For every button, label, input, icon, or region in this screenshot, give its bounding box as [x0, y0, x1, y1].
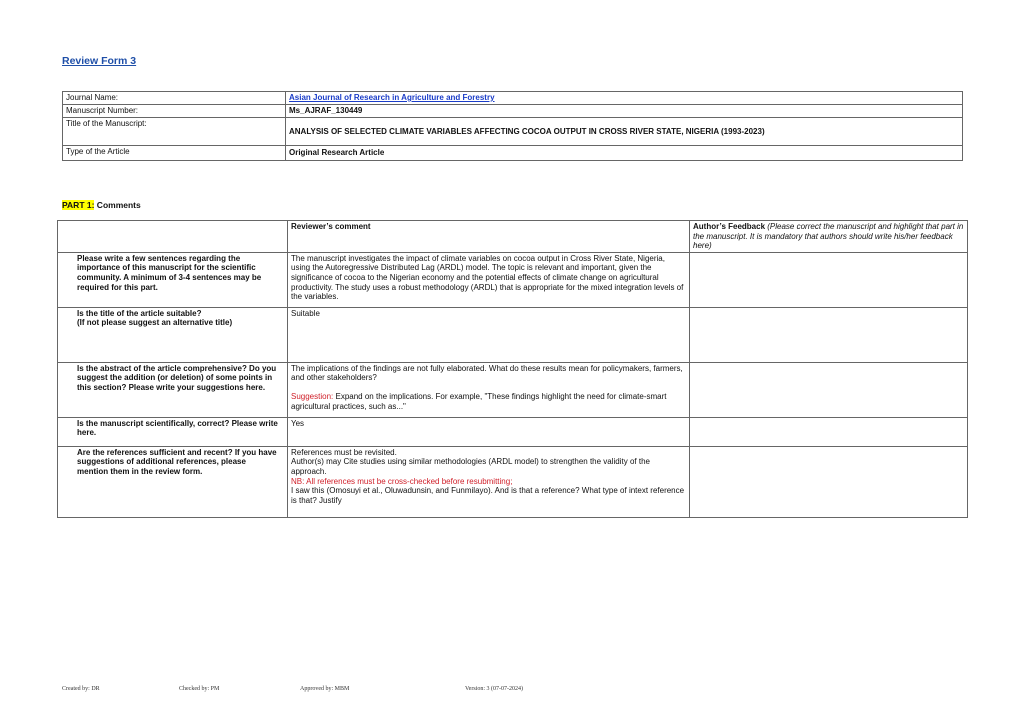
footer-created: Created by: DR	[62, 686, 100, 692]
part-label: PART 1:	[62, 200, 95, 210]
footer-checked: Checked by: PM	[179, 686, 220, 692]
question: Is the abstract of the article comprehensive? Do you suggest the addition (or deletion) of some points in this section? Please write your suggestions here.	[58, 362, 288, 417]
reviewer-comment: References must be revisited. Author(s) may Cite studies using similar methodologies (ARDL model) to strengthen the validity of the approach. NB: All references must be cross-checked before resubmitting; I saw this (Omosuyi et al., Oluwadunsin, and Funmilayo). And is that a reference? What type of intext reference is that? Justify	[288, 446, 690, 517]
question: Is the title of the article suitable? (If not please suggest an alternative title)	[58, 307, 288, 362]
manuscript-number: Ms_AJRAF_130449	[286, 105, 963, 118]
type-label: Type of the Article	[63, 146, 286, 161]
manuscript-title: ANALYSIS OF SELECTED CLIMATE VARIABLES AFFECTING COCOA OUTPUT IN CROSS RIVER STATE, NIGERIA (1993-2023)	[286, 118, 963, 146]
author-feedback-cell[interactable]	[690, 307, 968, 362]
footer-approved: Approved by: MBM	[300, 686, 350, 692]
author-feedback-cell[interactable]	[690, 446, 968, 517]
reviewer-comment-header: Reviewer’s comment	[288, 221, 690, 253]
author-feedback-header: Author’s Feedback (Please correct the manuscript and highlight that part in the manuscript. It is mandatory that authors should write his/her feedback here)	[690, 221, 968, 253]
article-type: Original Research Article	[286, 146, 963, 161]
question: Are the references sufficient and recent? If you have suggestions of additional references, please mention them in the review form.	[58, 446, 288, 517]
author-feedback-cell[interactable]	[690, 252, 968, 307]
form-title: Review Form 3	[62, 55, 137, 67]
part-heading	[62, 200, 141, 210]
footer-version: Version: 3 (07-07-2024)	[465, 686, 523, 692]
table-row	[58, 252, 968, 307]
reviewer-comment: Suitable	[288, 307, 690, 362]
comments-table	[57, 220, 968, 518]
question: Is the manuscript scientifically, correct? Please write here.	[58, 417, 288, 446]
table-row	[58, 307, 968, 362]
manuscript-info-table	[62, 91, 963, 161]
table-row	[58, 446, 968, 517]
reviewer-comment: Yes	[288, 417, 690, 446]
journal-label: Journal Name:	[63, 92, 286, 105]
author-feedback-cell[interactable]	[690, 362, 968, 417]
table-row	[58, 362, 968, 417]
title-label: Title of the Manuscript:	[63, 118, 286, 146]
reviewer-comment: The manuscript investigates the impact of climate variables on cocoa output in Cross River State, Nigeria, using the Autoregressive Distributed Lag (ARDL) model. The topic is relevant and important, given the significance of cocoa to the Nigerian economy and the potential effects of climate change on agricultural productivity. The study uses a robust methodology (ARDL) that is appropriate for the mixed integration levels of the variables.	[288, 252, 690, 307]
journal-link[interactable]: Asian Journal of Research in Agriculture and Forestry	[289, 93, 495, 102]
question: Please write a few sentences regarding the importance of this manuscript for the scientific community. A minimum of 3-4 sentences may be required for this part.	[58, 252, 288, 307]
author-feedback-cell[interactable]	[690, 417, 968, 446]
number-label: Manuscript Number:	[63, 105, 286, 118]
table-row	[58, 417, 968, 446]
reviewer-comment: The implications of the findings are not fully elaborated. What do these results mean for policymakers, farmers, and other stakeholders? Suggestion: Expand on the implications. For example, "These findings highlight the need for climate-smart agricultural practices, such as..."	[288, 362, 690, 417]
part-title: Comments	[94, 200, 141, 210]
